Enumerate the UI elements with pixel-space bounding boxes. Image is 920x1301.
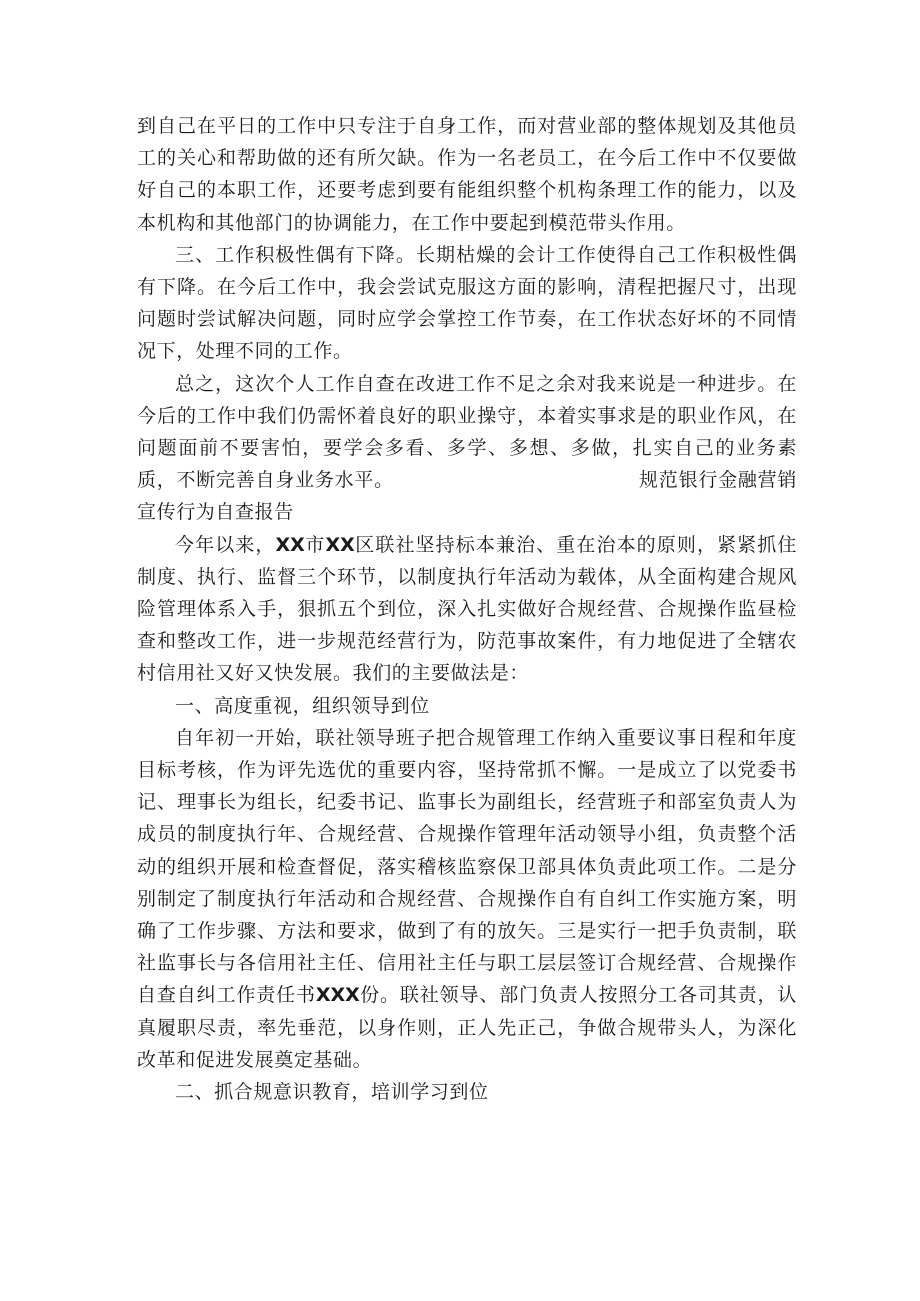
paragraph-leadership [137, 722, 797, 1076]
placeholder-count: XXX [315, 984, 360, 1007]
intro-city-suffix: 市 [304, 533, 326, 556]
paragraph-intro [137, 529, 797, 690]
paragraph-work-enthusiasm: 三、工作积极性偶有下降。长期枯燥的会计工作使得自己工作积极性偶有下降。在今后工作中，我会尝试克服这方面的影响，清程把握尺寸，出现问题时尝试解决问题，同时应学会掌控工作节奏，在工作状态好坏的不同情况下，处理不同的工作。 [137, 243, 797, 363]
conclusion-text: 总之，这次个人工作自查在改进工作不足之余对我来说是一种进步。在今后的工作中我们仍需怀着良好的职业操守，本着实事求是的职业作风，在问题面前不要害怕，要学会多看、多学、多想、多做，扎实自己的业务素质，不断完善自身业务水平。 [137, 372, 797, 492]
placeholder-district: XX [325, 533, 355, 556]
paragraph-conclusion [137, 368, 797, 529]
report-title-part2: 营销宣传行为自查报告 [137, 469, 797, 524]
placeholder-city: XX [275, 533, 305, 556]
section-heading-1: 一、高度重视，组织领导到位 [175, 694, 430, 717]
section-heading-2: 二、抓合规意识教育，培训学习到位 [175, 1081, 489, 1104]
intro-lead: 今年以来， [175, 533, 276, 556]
paragraph-continuation: 到自己在平日的工作中只专注于自身工作，而对营业部的整体规划及其他员工的关心和帮助做的还有所欠缺。作为一名老员工，在今后工作中不仅要做好自己的本职工作，还要考虑到要有能组织整个机构条理工作的能力，以及本机构和其他部门的协调能力，在工作中要起到模范带头作用。 [137, 115, 797, 234]
report-title-part1: 规范银行金融 [638, 469, 758, 492]
intro-rest: 区联社坚持标本兼治、重在治本的原则，紧紧抓住制度、执行、监督三个环节，以制度执行年活动为载体，从全面构建合规风险管理体系入手，狠抓五个到位，深入扎实做好合规经营、合规操作监昼检查和整改工作，进一步规范经营行为，防范事故案件，有力地促进了全辖农村信用社又好又快发展。我们的主要做法是： [137, 533, 797, 685]
leadership-text: 自年初一开始，联社领导班子把合规管理工作纳入重要议事日程和年度目标考核，作为评先选优的重要内容，坚持常抓不懈。一是成立了以党委书记、理事长为组长，纪委书记、监事长为副组长，经营班子和部室负责人为成员的制度执行年、合规经营、合规操作管理年活动领导小组，负责整个活动的组织开展和检查督促，落实稽核监察保卫部具体负责此项工作。二是分别制定了制度执行年活动和合规经营、合规操作自有自纠工作实施方案，明确了工作步骤、方法和要求，做到了有的放矢。三是实行一把手负责制，联社监事长与各信用社主任、信用社主任与职工层层签订合规经营、合规操作自查自纠工作责任书 [137, 726, 797, 1007]
document-body [137, 110, 797, 1108]
leadership-end: 份。联社领导、部门负责人按照分工各司其责，认真履职尽责，率先垂范，以身作则，正人先正己，争做合规带头人，为深化改革和促进发展奠定基础。 [137, 984, 798, 1071]
